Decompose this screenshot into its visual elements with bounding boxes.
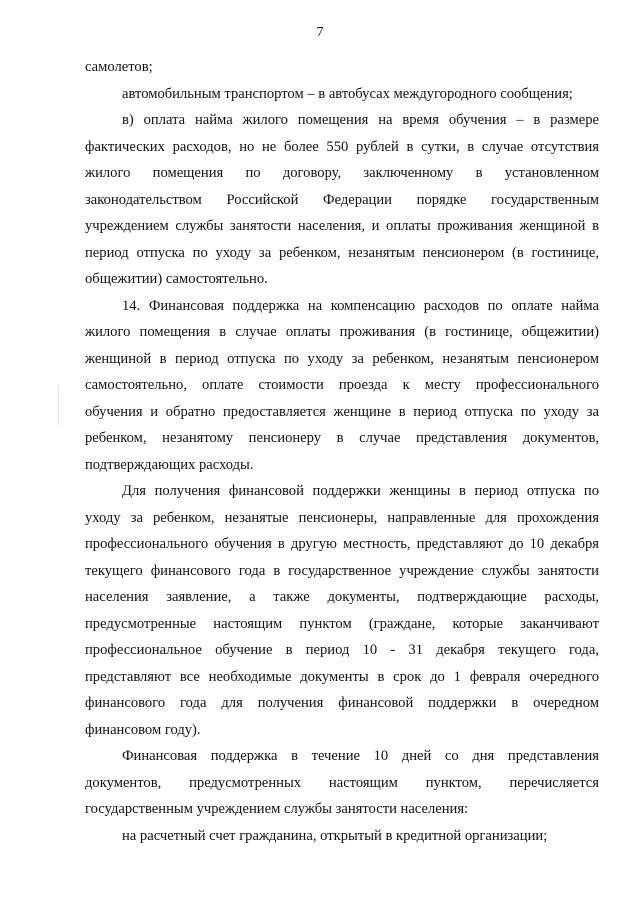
text-line: Финансовая поддержка в течение 10 дней со дня представления [122,748,599,764]
text-line: самостоятельно, оплате стоимости проезда к месту профессионального [85,377,599,393]
text-line: уходу за ребенком, незанятые пенсионеры, направленные для прохождения [85,509,599,526]
text-line: государственным учреждением службы занятости населения: [85,801,469,817]
text-line: 14. Финансовая поддержка на компенсацию расходов по оплате найма [122,297,599,314]
text-line: предусмотренные настоящим пунктом (граждане, которые заканчивают [85,615,599,632]
text-line: общежитии) самостоятельно. [85,271,268,287]
text-line: текущего финансового года в государственное учреждение службы занятости [85,562,599,579]
document-body [85,54,599,849]
text-line: жилого помещения в случае оплаты проживания (в гостинице, общежитии) [85,324,599,340]
text-line: период отпуска по уходу за ребенком, незанятым пенсионером (в гостинице, [85,244,599,261]
text-line: женщиной в период отпуска по уходу за ребенком, незанятым пенсионером [85,350,599,367]
text-line: профессиональное обучение в период 10 - 31 декабря текущего года, [85,642,599,658]
text-line: в) оплата найма жилого помещения на время обучения – в размере [122,112,599,128]
text-line: самолетов; [85,59,153,75]
text-line: населения заявление, а также документы, подтверждающие расходы, [85,589,599,605]
text-line: обучения и обратно предоставляется женщине в период отпуска по уходу за [85,403,599,420]
text-line: подтверждающих расходы. [85,456,254,473]
text-line: на расчетный счет гражданина, открытый в кредитной организации; [122,827,548,844]
scan-margin-mark [58,385,59,425]
page-number: 7 [316,25,324,40]
text-line: законодательством Российской Федерации порядке государственным [85,191,599,208]
text-line: документов, предусмотренных настоящим пунктом, перечисляется [85,774,599,791]
text-line: фактических расходов, но не более 550 рублей в сутки, в случае отсутствия [85,138,599,155]
text-line: жилого помещения по договору, заключенному в установленном [85,165,599,181]
text-line: представляют все необходимые документы в срок до 1 февраля очередного [85,668,599,685]
text-line: профессионального обучения в другую местность, представляют до 10 декабря [85,536,599,552]
text-line: ребенком, незанятому пенсионеру в случае представления документов, [85,430,599,446]
text-line: автомобильным транспортом – в автобусах междугородного сообщения; [122,85,573,102]
text-line: финансового года для получения финансовой поддержки в очередном [85,695,599,711]
text-line: Для получения финансовой поддержки женщины в период отпуска по [122,483,599,499]
text-line: финансовом году). [85,721,201,738]
text-line: учреждением службы занятости населения, и оплаты проживания женщиной в [85,218,599,234]
